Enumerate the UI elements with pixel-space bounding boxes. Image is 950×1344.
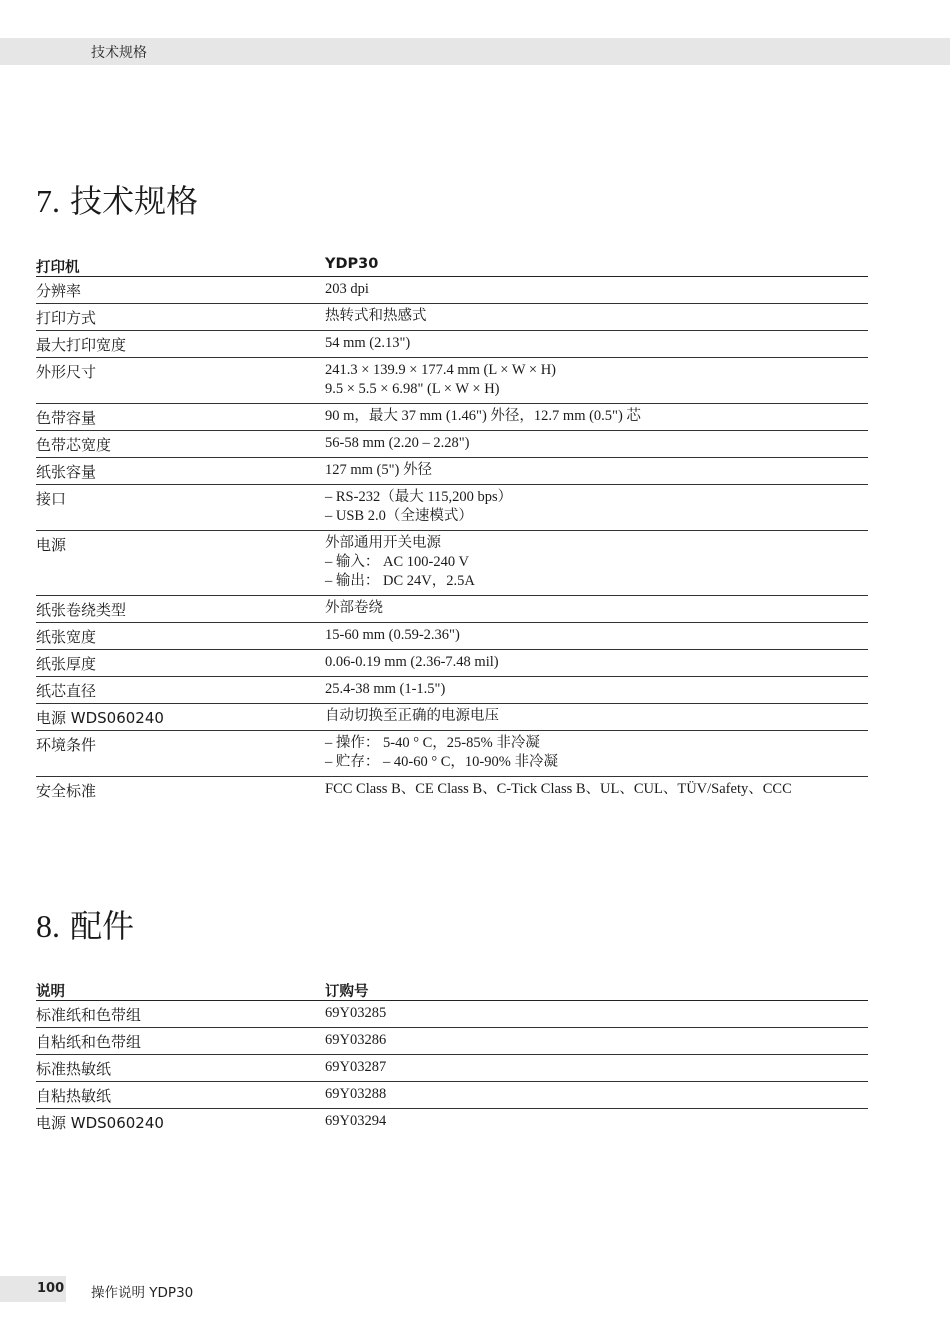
- row-value-line: 90 m，最大 37 mm (1.46") 外径，12.7 mm (0.5") 芯: [325, 408, 641, 424]
- row-value-line: – USB 2.0（全速模式）: [325, 508, 473, 524]
- spec-row: [36, 704, 868, 731]
- section-7-number: 7.: [36, 183, 60, 219]
- row-value: [325, 431, 868, 457]
- row-value-line: 自动切换至正确的电源电压: [325, 708, 499, 724]
- row-value: [325, 1082, 868, 1108]
- row-value: [325, 531, 868, 595]
- row-label: 电源 WDS060240: [36, 1114, 164, 1132]
- row-value-line: FCC Class B、CE Class B、C-Tick Class B、UL、CUL、TÜV/Safety、CCC: [325, 781, 792, 797]
- spec-row: [36, 623, 868, 650]
- accessories-table: [36, 977, 868, 1136]
- header-label-description: 说明: [36, 984, 65, 1000]
- spec-row: [36, 596, 868, 623]
- row-value-line: – 输出： DC 24V，2.5A: [325, 573, 475, 589]
- row-value-line: 69Y03294: [325, 1113, 387, 1129]
- row-value: [325, 358, 868, 403]
- row-value-line: 127 mm (5") 外径: [325, 462, 433, 478]
- header-value-model: YDP30: [325, 256, 379, 272]
- accessory-row: [36, 1028, 868, 1055]
- row-value: [325, 404, 868, 430]
- row-value-line: – 操作： 5-40 ° C，25-85% 非冷凝: [325, 735, 540, 751]
- spec-row: [36, 431, 868, 458]
- spec-row: [36, 331, 868, 358]
- row-value-line: 外部通用开关电源: [325, 535, 441, 551]
- header-value-order-number: 订购号: [325, 984, 369, 1000]
- row-value: [325, 331, 868, 357]
- row-value-line: 热转式和热感式: [325, 308, 427, 324]
- row-value-line: 69Y03288: [325, 1086, 387, 1102]
- row-label: 电源 WDS060240: [36, 709, 164, 727]
- row-label: 纸张宽度: [36, 628, 97, 646]
- row-value: [325, 623, 868, 649]
- row-value: [325, 731, 868, 776]
- row-value-line: 69Y03285: [325, 1005, 387, 1021]
- running-header-title: 技术规格: [91, 45, 147, 61]
- spec-row: [36, 777, 868, 804]
- row-value: [325, 304, 868, 330]
- row-value: [325, 1001, 868, 1027]
- row-value-line: 203 dpi: [325, 281, 369, 297]
- section-8-heading: 配件: [70, 907, 135, 945]
- row-value: [325, 596, 868, 622]
- row-label: 纸张卷绕类型: [36, 601, 127, 619]
- row-value: [325, 1109, 868, 1136]
- spec-row: [36, 277, 868, 304]
- row-label: 色带容量: [36, 409, 97, 427]
- row-value-line: 241.3 × 139.9 × 177.4 mm (L × W × H): [325, 362, 557, 378]
- row-value-line: 15-60 mm (0.59-2.36"): [325, 627, 460, 643]
- row-label: 标准纸和色带组: [36, 1006, 142, 1024]
- row-value: [325, 277, 868, 303]
- row-label: 纸张容量: [36, 463, 97, 481]
- row-label: 标准热敏纸: [36, 1060, 112, 1078]
- header-label-printer: 打印机: [36, 260, 80, 276]
- section-8-title: [36, 901, 134, 947]
- row-value: [325, 677, 868, 703]
- specifications-table-header: [36, 253, 868, 277]
- spec-row: [36, 485, 868, 531]
- row-label: 自粘热敏纸: [36, 1087, 112, 1105]
- row-value-line: – 输入： AC 100-240 V: [325, 554, 469, 570]
- spec-row: [36, 404, 868, 431]
- row-value-line: 54 mm (2.13"): [325, 335, 411, 351]
- spec-row: [36, 358, 868, 404]
- row-label: 电源: [36, 536, 67, 554]
- row-value: [325, 1055, 868, 1081]
- row-value-line: – 贮存： – 40-60 ° C，10-90% 非冷凝: [325, 754, 558, 770]
- page-number: 100: [37, 1281, 65, 1296]
- row-value: [325, 458, 868, 484]
- row-label: 纸张厚度: [36, 655, 97, 673]
- row-value-line: 9.5 × 5.5 × 6.98" (L × W × H): [325, 381, 500, 397]
- row-label: 环境条件: [36, 736, 97, 754]
- row-value-line: 56-58 mm (2.20 – 2.28"): [325, 435, 470, 451]
- page-number-band: [0, 1276, 66, 1302]
- row-label: 分辨率: [36, 282, 82, 300]
- accessories-table-header: [36, 977, 868, 1001]
- section-7-heading: 技术规格: [70, 182, 199, 220]
- row-value-line: 0.06-0.19 mm (2.36-7.48 mil): [325, 654, 499, 670]
- row-label: 纸芯直径: [36, 682, 97, 700]
- accessory-row: [36, 1001, 868, 1028]
- row-value-line: 69Y03287: [325, 1059, 387, 1075]
- row-label: 自粘纸和色带组: [36, 1033, 142, 1051]
- accessory-row: [36, 1082, 868, 1109]
- spec-row: [36, 458, 868, 485]
- section-7-title: [36, 176, 198, 222]
- spec-row: [36, 731, 868, 777]
- spec-row: [36, 677, 868, 704]
- row-label: 安全标准: [36, 782, 97, 800]
- row-label: 打印方式: [36, 309, 97, 327]
- row-value-line: 69Y03286: [325, 1032, 387, 1048]
- accessory-row: [36, 1055, 868, 1082]
- row-label: 最大打印宽度: [36, 336, 127, 354]
- row-label: 色带芯宽度: [36, 436, 112, 454]
- row-value: [325, 777, 868, 804]
- specifications-table: [36, 253, 868, 804]
- row-value-line: 外部卷绕: [325, 600, 383, 616]
- spec-row: [36, 531, 868, 596]
- row-label: 接口: [36, 490, 67, 508]
- row-value-line: – RS-232（最大 115,200 bps）: [325, 489, 513, 505]
- footer-title: 操作说明 YDP30: [91, 1285, 194, 1301]
- row-value: [325, 485, 868, 530]
- spec-row: [36, 650, 868, 677]
- row-label: 外形尺寸: [36, 363, 97, 381]
- row-value: [325, 704, 868, 730]
- section-8-number: 8.: [36, 908, 60, 944]
- row-value: [325, 1028, 868, 1054]
- running-header: [0, 38, 950, 65]
- row-value: [325, 650, 868, 676]
- accessory-row: [36, 1109, 868, 1136]
- row-value-line: 25.4-38 mm (1-1.5"): [325, 681, 446, 697]
- spec-row: [36, 304, 868, 331]
